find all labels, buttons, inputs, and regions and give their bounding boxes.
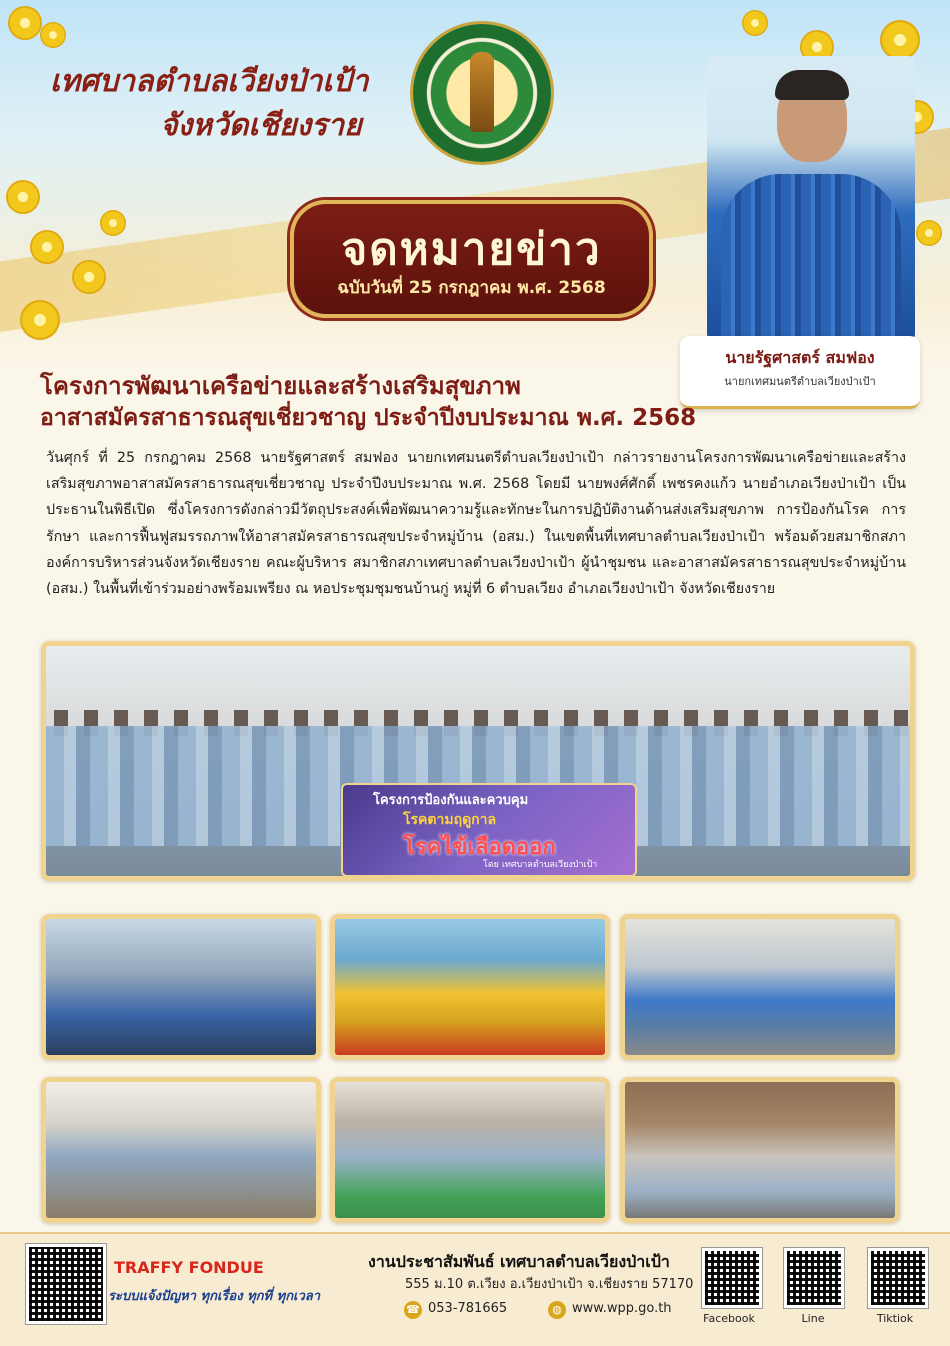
flower-icon: [100, 210, 126, 236]
photo-cpr-training: [41, 1077, 321, 1223]
flower-icon: [880, 20, 920, 60]
flower-icon: [8, 6, 42, 40]
facebook-qr-code-icon[interactable]: [702, 1248, 762, 1308]
mayor-title: นายกเทศมนตรีตำบลเวียงป่าเป้า: [724, 375, 876, 388]
photo-speech-podium: [330, 914, 610, 1060]
headline-line1: โครงการพัฒนาเครือข่ายและสร้างเสริมสุขภาพ: [40, 372, 521, 400]
main-group-photo: [41, 641, 915, 881]
sign-line1: โครงการป้องกันและควบคุม: [373, 793, 529, 808]
traffy-title: TRAFFY FONDUE: [114, 1258, 264, 1277]
footer-org: งานประชาสัมพันธ์ เทศบาลตำบลเวียงป่าเป้า: [368, 1252, 670, 1271]
flower-icon: [30, 230, 64, 264]
photo-mayor-greeting: [41, 914, 321, 1060]
photo-seated-officials: [620, 914, 900, 1060]
article-body: วันศุกร์ ที่ 25 กรกฎาคม 2568 นายรัฐศาสตร์ สมฟอง นายกเทศมนตรีตำบลเวียงป่าเป้า กล่าวรายงานโครงการพัฒนาเครือข่ายและสร้างเสริมสุขภาพอาสาสมัครสาธารณสุขเชี่ยวชาญ ประจำปีงบประมาณ พ.ศ. 2568 โดยมี นายพงศ์ศักดิ์ เพชรคงแก้ว นายอำเภอเวียงป่าเป้า เป็นประธานในพิธีเปิด ซึ่งโครงการดังกล่าวมีวัตถุประสงค์เพื่อพัฒนาความรู้และทักษะในการปฏิบัติงานด้านส่งเสริมสุขภาพ การป้องกันโรค การรักษา และการฟื้นฟูสมรรถภาพให้อาสาสมัครสาธารณสุขประจำหมู่บ้าน (อสม.) ในเขตพื้นที่เทศบาลตำบลเวียงป่าเป้า พร้อมด้วยสมาชิกสภาองค์การบริหารส่วนจังหวัดเชียงราย คณะผู้บริหาร สมาชิกสภาเทศบาลตำบลเวียงป่าเป้า ผู้นำชุมชน และอาสาสมัครสาธารณสุขประจำหมู่บ้าน (อสม.) ในพื้นที่เข้าร่วมอย่างพร้อมเพรียง ณ หอประชุมชุมชนบ้านกู่ หมู่ที่ 6 ตำบลเวียง อำเภอเวียงป่าเป้า จังหวัดเชียงราย: [46, 450, 906, 598]
line-qr-code-icon[interactable]: [784, 1248, 844, 1308]
tiktok-qr-code-icon[interactable]: [868, 1248, 928, 1308]
footer-website[interactable]: www.wpp.go.th: [572, 1301, 672, 1316]
footer-address: 555 ม.10 ต.เวียง อ.เวียงป่าเป้า จ.เชียงราย 57170: [405, 1277, 694, 1292]
portrait-hair: [775, 70, 849, 100]
sign-line2: โรคตามฤดูกาล: [403, 812, 497, 828]
org-name: [50, 60, 390, 148]
tiktok-label: Tiktiok: [876, 1312, 914, 1325]
mayor-portrait: [707, 56, 915, 340]
traffy-qr-code-icon[interactable]: [26, 1244, 106, 1324]
issue-date: ฉบับวันที่ 25 กรกฎาคม พ.ศ. 2568: [337, 278, 606, 298]
flower-icon: [72, 260, 106, 294]
headline-line2: อาสาสมัครสาธารณสุขเชี่ยวชาญ ประจำปีงบประมาณ พ.ศ. 2568: [40, 405, 697, 431]
campaign-sign: [341, 783, 637, 877]
traffy-subtitle: ระบบแจ้งปัญหา ทุกเรื่อง ทุกที่ ทุกเวลา: [108, 1289, 321, 1304]
line-label: Line: [801, 1312, 825, 1325]
article-headline: [40, 370, 700, 434]
footer-phone[interactable]: 053-781665: [428, 1301, 508, 1316]
flower-icon: [40, 22, 66, 48]
flower-icon: [916, 220, 942, 246]
flower-icon: [6, 180, 40, 214]
photo-audience: [330, 1077, 610, 1223]
org-name-line2: จังหวัดเชียงราย: [160, 108, 362, 143]
newsletter-title: จดหมายข่าว: [341, 224, 602, 275]
mayor-name: นายรัฐศาสตร์ สมฟอง: [725, 348, 875, 367]
flower-icon: [742, 10, 768, 36]
sign-line3: โรคไข้เลือดออก: [403, 835, 556, 860]
sign-line4: โดย เทศบาลตำบลเวียงป่าเป้า: [483, 860, 598, 870]
flower-icon: [20, 300, 60, 340]
photo-lecturer: [620, 1077, 900, 1223]
org-name-line1: เทศบาลตำบลเวียงป่าเป้า: [50, 64, 369, 99]
globe-icon: ◍: [548, 1301, 566, 1319]
portrait-shirt: [721, 174, 901, 340]
seal-figure-icon: [470, 52, 494, 132]
phone-icon: ☎: [404, 1301, 422, 1319]
facebook-label: Facebook: [703, 1312, 755, 1325]
